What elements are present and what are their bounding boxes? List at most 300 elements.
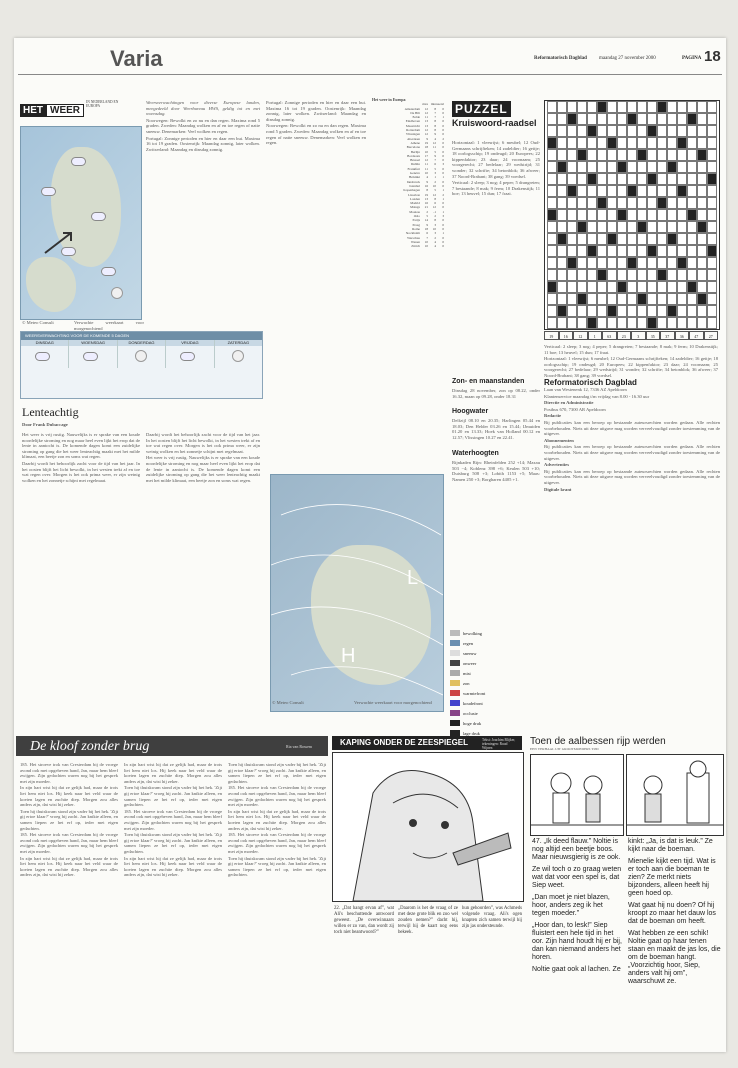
crossword-cell[interactable] bbox=[647, 257, 657, 269]
crossword-cell[interactable] bbox=[647, 185, 657, 197]
crossword-cell[interactable] bbox=[627, 317, 637, 329]
crossword-cell[interactable] bbox=[627, 125, 637, 137]
crossword-cell[interactable] bbox=[667, 137, 677, 149]
crossword-cell[interactable] bbox=[697, 233, 707, 245]
crossword-cell[interactable] bbox=[577, 101, 587, 113]
crossword-cell[interactable] bbox=[587, 257, 597, 269]
crossword-cell[interactable] bbox=[577, 197, 587, 209]
crossword-cell[interactable] bbox=[617, 137, 627, 149]
crossword-cell[interactable] bbox=[627, 149, 637, 161]
crossword-cell[interactable] bbox=[587, 185, 597, 197]
crossword-cell[interactable] bbox=[547, 173, 557, 185]
crossword-cell[interactable] bbox=[677, 233, 687, 245]
crossword-cell[interactable] bbox=[707, 293, 717, 305]
solution-cell[interactable]: 37 bbox=[660, 331, 675, 340]
crossword-cell[interactable] bbox=[647, 269, 657, 281]
crossword-cell[interactable] bbox=[647, 305, 657, 317]
crossword-cell[interactable] bbox=[597, 161, 607, 173]
crossword-cell[interactable] bbox=[677, 245, 687, 257]
crossword-cell[interactable] bbox=[577, 317, 587, 329]
crossword-cell[interactable] bbox=[687, 161, 697, 173]
crossword-cell[interactable] bbox=[627, 305, 637, 317]
crossword-cell[interactable] bbox=[677, 197, 687, 209]
crossword-cell[interactable] bbox=[557, 281, 567, 293]
crossword-cell[interactable] bbox=[547, 245, 557, 257]
crossword-cell[interactable] bbox=[707, 317, 717, 329]
crossword-cell[interactable] bbox=[557, 197, 567, 209]
crossword-cell[interactable] bbox=[617, 257, 627, 269]
crossword-cell[interactable] bbox=[697, 257, 707, 269]
crossword-cell[interactable] bbox=[677, 149, 687, 161]
crossword-cell[interactable] bbox=[707, 113, 717, 125]
crossword-cell[interactable] bbox=[577, 269, 587, 281]
crossword-cell[interactable] bbox=[677, 113, 687, 125]
crossword-cell[interactable] bbox=[557, 173, 567, 185]
crossword-cell[interactable] bbox=[587, 293, 597, 305]
crossword-cell[interactable] bbox=[637, 257, 647, 269]
crossword-cell[interactable] bbox=[577, 113, 587, 125]
crossword-cell[interactable] bbox=[697, 269, 707, 281]
crossword-cell bbox=[557, 305, 567, 317]
crossword-cell[interactable] bbox=[647, 233, 657, 245]
crossword-cell[interactable] bbox=[707, 185, 717, 197]
crossword-cell[interactable] bbox=[687, 317, 697, 329]
crossword-cell[interactable] bbox=[597, 317, 607, 329]
low-pressure-label: L bbox=[407, 567, 419, 589]
crossword-cell[interactable] bbox=[597, 185, 607, 197]
crossword-cell[interactable] bbox=[557, 257, 567, 269]
crossword-cell[interactable] bbox=[667, 245, 677, 257]
solution-cell[interactable]: 27 bbox=[704, 331, 719, 340]
crossword-cell[interactable] bbox=[637, 185, 647, 197]
crossword-cell[interactable] bbox=[547, 101, 557, 113]
crossword-cell[interactable] bbox=[597, 137, 607, 149]
crossword-cell[interactable] bbox=[597, 245, 607, 257]
crossword-cell[interactable] bbox=[677, 221, 687, 233]
crossword-cell[interactable] bbox=[577, 257, 587, 269]
crossword-cell[interactable] bbox=[637, 113, 647, 125]
crossword-cell[interactable] bbox=[687, 269, 697, 281]
crossword-cell[interactable] bbox=[587, 113, 597, 125]
crossword-cell[interactable] bbox=[567, 125, 577, 137]
crossword-cell[interactable] bbox=[707, 233, 717, 245]
crossword-cell[interactable] bbox=[677, 209, 687, 221]
crossword-cell[interactable] bbox=[667, 269, 677, 281]
crossword-cell[interactable] bbox=[567, 161, 577, 173]
crossword-cell[interactable] bbox=[657, 233, 667, 245]
crossword-cell[interactable] bbox=[587, 281, 597, 293]
crossword-cell[interactable] bbox=[637, 305, 647, 317]
crossword-cell[interactable] bbox=[687, 197, 697, 209]
solution-cell[interactable]: 3 bbox=[631, 331, 646, 340]
crossword-cell[interactable] bbox=[677, 305, 687, 317]
crossword-cell[interactable] bbox=[627, 161, 637, 173]
crossword-cell[interactable] bbox=[627, 293, 637, 305]
crossword-cell[interactable] bbox=[637, 173, 647, 185]
crossword-cell[interactable] bbox=[587, 269, 597, 281]
crossword-cell bbox=[627, 185, 637, 197]
crossword-cell[interactable] bbox=[547, 113, 557, 125]
crossword-cell[interactable] bbox=[547, 197, 557, 209]
table-row: Praag 9 3 0 bbox=[412, 222, 444, 227]
solution-cell[interactable]: 19 bbox=[544, 331, 559, 340]
crossword-cell bbox=[677, 257, 687, 269]
crossword-cell[interactable] bbox=[707, 221, 717, 233]
crossword-cell[interactable] bbox=[637, 161, 647, 173]
crossword-cell[interactable] bbox=[677, 317, 687, 329]
cloud-icon bbox=[101, 267, 116, 276]
crossword-cell[interactable] bbox=[557, 149, 567, 161]
crossword-cell[interactable] bbox=[667, 293, 677, 305]
crossword-cell[interactable] bbox=[657, 113, 667, 125]
crossword-cell[interactable] bbox=[647, 221, 657, 233]
crossword-cell[interactable] bbox=[557, 245, 567, 257]
crossword-cell[interactable] bbox=[657, 125, 667, 137]
solution-cell[interactable]: 47 bbox=[689, 331, 704, 340]
crossword-cell[interactable] bbox=[707, 281, 717, 293]
crossword-cell[interactable] bbox=[557, 221, 567, 233]
table-row: Berlijn 10 5 0 bbox=[410, 149, 444, 154]
crossword-cell[interactable] bbox=[697, 137, 707, 149]
crossword-cell[interactable] bbox=[697, 245, 707, 257]
crossword-cell[interactable] bbox=[677, 101, 687, 113]
crossword-cell[interactable] bbox=[617, 149, 627, 161]
crossword-cell[interactable] bbox=[607, 317, 617, 329]
crossword-cell[interactable] bbox=[707, 269, 717, 281]
crossword-cell[interactable] bbox=[547, 233, 557, 245]
crossword-cell[interactable] bbox=[617, 233, 627, 245]
crossword-cell[interactable] bbox=[577, 137, 587, 149]
crossword-cell[interactable] bbox=[597, 149, 607, 161]
crossword-cell[interactable] bbox=[637, 245, 647, 257]
crossword-cell[interactable] bbox=[597, 233, 607, 245]
crossword-cell[interactable] bbox=[587, 233, 597, 245]
crossword-cell[interactable] bbox=[637, 209, 647, 221]
crossword-cell[interactable] bbox=[697, 173, 707, 185]
crossword-cell[interactable] bbox=[597, 257, 607, 269]
crossword-cell[interactable] bbox=[647, 293, 657, 305]
crossword-cell[interactable] bbox=[687, 125, 697, 137]
crossword-cell[interactable] bbox=[657, 161, 667, 173]
crossword-cell[interactable] bbox=[567, 173, 577, 185]
crossword-cell[interactable] bbox=[567, 317, 577, 329]
crossword-cell[interactable] bbox=[697, 101, 707, 113]
crossword-cell[interactable] bbox=[607, 293, 617, 305]
crossword-cell[interactable] bbox=[617, 317, 627, 329]
crossword-cell[interactable] bbox=[607, 173, 617, 185]
crossword-cell[interactable] bbox=[657, 149, 667, 161]
crossword-cell[interactable] bbox=[667, 281, 677, 293]
solution-cell[interactable]: 36 bbox=[675, 331, 690, 340]
crossword-cell[interactable] bbox=[667, 149, 677, 161]
crossword-cell[interactable] bbox=[547, 257, 557, 269]
crossword-cell[interactable] bbox=[697, 209, 707, 221]
crossword-cell[interactable] bbox=[597, 281, 607, 293]
hoogwater-text: Delfzijl 08.10 en 20.35; Harlingen 05.44 en 18.03; Den Helder 03.26 en 15.44; IJmuiden 01.20 en 13.33; Hoek van Holland 00.12 en 12.57; Vlissingen 10.27 en 22.41. bbox=[452, 418, 540, 440]
crossword-cell[interactable] bbox=[587, 161, 597, 173]
crossword-cell[interactable] bbox=[607, 197, 617, 209]
crossword-cell[interactable] bbox=[627, 209, 637, 221]
crossword-cell[interactable] bbox=[617, 125, 627, 137]
crossword-cell[interactable] bbox=[577, 233, 587, 245]
crossword-cell[interactable] bbox=[547, 149, 557, 161]
crossword-cell[interactable] bbox=[657, 293, 667, 305]
crossword-cell[interactable] bbox=[687, 257, 697, 269]
crossword-cell[interactable] bbox=[657, 281, 667, 293]
crossword-cell[interactable] bbox=[587, 197, 597, 209]
crossword-cell[interactable] bbox=[617, 269, 627, 281]
crossword-cell[interactable] bbox=[617, 101, 627, 113]
crossword-cell[interactable] bbox=[607, 257, 617, 269]
crossword-cell[interactable] bbox=[567, 149, 577, 161]
crossword-cell[interactable] bbox=[567, 209, 577, 221]
crossword-cell[interactable] bbox=[647, 197, 657, 209]
crossword-cell[interactable] bbox=[697, 281, 707, 293]
crossword-cell[interactable] bbox=[577, 305, 587, 317]
crossword-cell[interactable] bbox=[547, 185, 557, 197]
crossword-cell[interactable] bbox=[647, 281, 657, 293]
crossword-cell[interactable] bbox=[627, 197, 637, 209]
crossword-cell[interactable] bbox=[627, 137, 637, 149]
crossword-cell[interactable] bbox=[647, 149, 657, 161]
crossword-cell[interactable] bbox=[627, 173, 637, 185]
crossword-cell[interactable] bbox=[697, 305, 707, 317]
crossword-cell[interactable] bbox=[637, 281, 647, 293]
crossword-cell[interactable] bbox=[657, 209, 667, 221]
crossword-cell[interactable] bbox=[607, 245, 617, 257]
crossword-cell[interactable] bbox=[657, 221, 667, 233]
crossword-cell[interactable] bbox=[627, 101, 637, 113]
crossword-cell[interactable] bbox=[627, 245, 637, 257]
crossword-cell[interactable] bbox=[667, 209, 677, 221]
crossword-cell[interactable] bbox=[627, 233, 637, 245]
crossword-cell[interactable] bbox=[607, 161, 617, 173]
crossword-cell[interactable] bbox=[547, 305, 557, 317]
crossword-grid[interactable] bbox=[544, 100, 720, 330]
crossword-cell[interactable] bbox=[617, 185, 627, 197]
crossword-cell[interactable] bbox=[557, 125, 567, 137]
crossword-cell[interactable] bbox=[707, 209, 717, 221]
crossword-cell[interactable] bbox=[557, 317, 567, 329]
crossword-cell[interactable] bbox=[637, 125, 647, 137]
crossword-cell[interactable] bbox=[657, 317, 667, 329]
crossword-cell[interactable] bbox=[697, 161, 707, 173]
crossword-cell[interactable] bbox=[607, 209, 617, 221]
crossword-cell[interactable] bbox=[657, 185, 667, 197]
crossword-cell[interactable] bbox=[587, 209, 597, 221]
crossword-cell[interactable] bbox=[607, 113, 617, 125]
crossword-cell[interactable] bbox=[667, 197, 677, 209]
crossword-cell[interactable] bbox=[667, 221, 677, 233]
crossword-cell[interactable] bbox=[567, 281, 577, 293]
solution-cell[interactable]: 35 bbox=[646, 331, 661, 340]
crossword-cell[interactable] bbox=[647, 161, 657, 173]
crossword-cell[interactable] bbox=[637, 317, 647, 329]
crossword-cell[interactable] bbox=[597, 293, 607, 305]
crossword-cell[interactable] bbox=[677, 125, 687, 137]
crossword-cell[interactable] bbox=[657, 173, 667, 185]
crossword-cell[interactable] bbox=[627, 281, 637, 293]
crossword-cell[interactable] bbox=[557, 185, 567, 197]
crossword-cell[interactable] bbox=[547, 269, 557, 281]
crossword-cell[interactable] bbox=[607, 149, 617, 161]
crossword-cell[interactable] bbox=[707, 257, 717, 269]
crossword-cell[interactable] bbox=[597, 125, 607, 137]
crossword-cell[interactable] bbox=[637, 197, 647, 209]
crossword-cell[interactable] bbox=[597, 173, 607, 185]
crossword-cell[interactable] bbox=[687, 245, 697, 257]
cloud-icon bbox=[41, 187, 56, 196]
crossword-cell[interactable] bbox=[567, 137, 577, 149]
crossword-cell[interactable] bbox=[577, 161, 587, 173]
crossword-cell[interactable] bbox=[607, 101, 617, 113]
solution-cell[interactable]: 1 bbox=[588, 331, 603, 340]
crossword-cell[interactable] bbox=[687, 137, 697, 149]
crossword-cell[interactable] bbox=[657, 137, 667, 149]
crossword-cell[interactable] bbox=[667, 185, 677, 197]
crossword-cell[interactable] bbox=[687, 101, 697, 113]
crossword-cell[interactable] bbox=[557, 293, 567, 305]
crossword-cell[interactable] bbox=[627, 269, 637, 281]
crossword-cell[interactable] bbox=[597, 305, 607, 317]
crossword-cell[interactable] bbox=[567, 293, 577, 305]
crossword-cell[interactable] bbox=[607, 185, 617, 197]
crossword-cell[interactable] bbox=[677, 173, 687, 185]
crossword-cell[interactable] bbox=[697, 185, 707, 197]
solution-cell[interactable]: 16 bbox=[559, 331, 574, 340]
solution-cell[interactable]: 63 bbox=[602, 331, 617, 340]
crossword-cell[interactable] bbox=[677, 281, 687, 293]
crossword-cell[interactable] bbox=[607, 125, 617, 137]
crossword-cell[interactable] bbox=[617, 221, 627, 233]
crossword-cell[interactable] bbox=[567, 233, 577, 245]
crossword-cell bbox=[547, 209, 557, 221]
crossword-cell[interactable] bbox=[667, 317, 677, 329]
crossword-cell[interactable] bbox=[587, 137, 597, 149]
crossword-cell[interactable] bbox=[697, 113, 707, 125]
crossword-cell[interactable] bbox=[657, 245, 667, 257]
crossword-cell[interactable] bbox=[667, 173, 677, 185]
crossword-cell[interactable] bbox=[687, 185, 697, 197]
crossword-cell[interactable] bbox=[687, 233, 697, 245]
crossword-cell[interactable] bbox=[687, 305, 697, 317]
crossword-cell[interactable] bbox=[557, 137, 567, 149]
crossword-cell[interactable] bbox=[617, 173, 627, 185]
crossword-solution-row[interactable] bbox=[544, 331, 718, 340]
crossword-cell[interactable] bbox=[637, 233, 647, 245]
crossword-cell[interactable] bbox=[567, 269, 577, 281]
crossword-cell[interactable] bbox=[597, 209, 607, 221]
crossword-cell[interactable] bbox=[637, 269, 647, 281]
crossword-cell[interactable] bbox=[547, 317, 557, 329]
crossword-cell[interactable] bbox=[557, 113, 567, 125]
solution-cell[interactable]: 12 bbox=[573, 331, 588, 340]
crossword-cell[interactable] bbox=[617, 113, 627, 125]
crossword-cell[interactable] bbox=[667, 101, 677, 113]
crossword-cell[interactable] bbox=[617, 305, 627, 317]
crossword-cell[interactable] bbox=[587, 221, 597, 233]
crossword-cell[interactable] bbox=[557, 269, 567, 281]
crossword-cell[interactable] bbox=[677, 161, 687, 173]
crossword-cell[interactable] bbox=[547, 293, 557, 305]
crossword-cell[interactable] bbox=[697, 317, 707, 329]
crossword-cell[interactable] bbox=[657, 257, 667, 269]
crossword-cell[interactable] bbox=[557, 101, 567, 113]
cloud-icon bbox=[91, 212, 106, 221]
crossword-cell[interactable] bbox=[547, 161, 557, 173]
crossword-cell[interactable] bbox=[637, 137, 647, 149]
crossword-cell[interactable] bbox=[557, 209, 567, 221]
crossword-cell bbox=[707, 245, 717, 257]
crossword-cell[interactable] bbox=[687, 149, 697, 161]
crossword-cell[interactable] bbox=[697, 125, 707, 137]
crossword-cell[interactable] bbox=[577, 125, 587, 137]
crossword-cell[interactable] bbox=[647, 101, 657, 113]
crossword-cell[interactable] bbox=[597, 221, 607, 233]
crossword-cell[interactable] bbox=[577, 185, 587, 197]
crossword-cell[interactable] bbox=[617, 245, 627, 257]
crossword-cell[interactable] bbox=[707, 149, 717, 161]
crossword-cell[interactable] bbox=[547, 125, 557, 137]
crossword-cell[interactable] bbox=[667, 125, 677, 137]
crossword-cell[interactable] bbox=[567, 197, 577, 209]
crossword-cell[interactable] bbox=[677, 269, 687, 281]
crossword-cell[interactable] bbox=[587, 305, 597, 317]
crossword-cell[interactable] bbox=[567, 221, 577, 233]
crossword-cell[interactable] bbox=[567, 305, 577, 317]
crossword-cell[interactable] bbox=[627, 221, 637, 233]
crossword-cell[interactable] bbox=[647, 113, 657, 125]
crossword-cell[interactable] bbox=[587, 101, 597, 113]
crossword-cell[interactable] bbox=[607, 269, 617, 281]
crossword-cell[interactable] bbox=[687, 293, 697, 305]
crossword-cell[interactable] bbox=[597, 113, 607, 125]
crossword-cell[interactable] bbox=[567, 245, 577, 257]
crossword-cell[interactable] bbox=[607, 221, 617, 233]
crossword-cell[interactable] bbox=[667, 113, 677, 125]
crossword-cell[interactable] bbox=[707, 101, 717, 113]
crossword-cell[interactable] bbox=[547, 221, 557, 233]
crossword-cell[interactable] bbox=[637, 101, 647, 113]
kaping-caption-3: hun gehoorden”, was Achmeds volgende vraag. Ali's ogen knapten zich samen terwijl hij zijn jas ondersteunde. bbox=[462, 906, 522, 929]
crossword-cell[interactable] bbox=[697, 197, 707, 209]
crossword-cell[interactable] bbox=[577, 245, 587, 257]
crossword-cell[interactable] bbox=[617, 293, 627, 305]
crossword-cell[interactable] bbox=[677, 293, 687, 305]
crossword-cell[interactable] bbox=[687, 173, 697, 185]
legend-symbol-icon bbox=[450, 710, 460, 716]
crossword-cell[interactable] bbox=[617, 197, 627, 209]
crossword-cell[interactable] bbox=[607, 281, 617, 293]
solution-cell[interactable]: 23 bbox=[617, 331, 632, 340]
table-row: Athene 19 12 0 bbox=[410, 140, 444, 145]
crossword-cell[interactable] bbox=[587, 149, 597, 161]
crossword-cell[interactable] bbox=[667, 257, 677, 269]
crossword-cell[interactable] bbox=[657, 305, 667, 317]
crossword-cell[interactable] bbox=[707, 125, 717, 137]
crossword-cell[interactable] bbox=[577, 209, 587, 221]
crossword-cell[interactable] bbox=[647, 137, 657, 149]
crossword-cell[interactable] bbox=[687, 221, 697, 233]
crossword-cell[interactable] bbox=[707, 161, 717, 173]
crossword-cell[interactable] bbox=[647, 209, 657, 221]
crossword-cell[interactable] bbox=[567, 101, 577, 113]
crossword-cell[interactable] bbox=[577, 173, 587, 185]
crossword-cell[interactable] bbox=[577, 281, 587, 293]
crossword-cell[interactable] bbox=[707, 137, 717, 149]
crossword-cell[interactable] bbox=[707, 197, 717, 209]
crossword-cell[interactable] bbox=[707, 305, 717, 317]
